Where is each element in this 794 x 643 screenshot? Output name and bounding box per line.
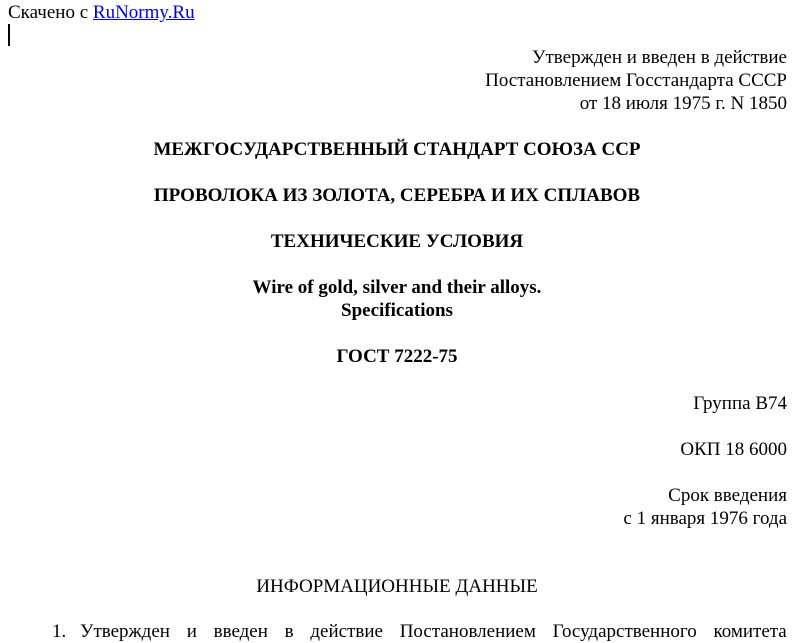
approval-line-2: Постановлением Госстандарта СССР — [485, 70, 787, 91]
document-subtitle-ru: ТЕХНИЧЕСКИЕ УСЛОВИЯ — [270, 231, 524, 252]
group-code: Группа В74 — [693, 393, 787, 414]
info-list-item — [52, 621, 788, 643]
approval-line-3: от 18 июля 1975 г. N 1850 — [579, 93, 787, 114]
download-prefix: Скачено с — [8, 2, 89, 23]
list-item-text: Утвержден и введен в действие Постановлением Государственного комитета — [80, 621, 787, 642]
intro-label: Срок введения — [668, 485, 787, 506]
download-source — [8, 2, 195, 24]
intro-date: с 1 января 1976 года — [623, 508, 787, 529]
document-title-en-line-2: Specifications — [341, 300, 453, 321]
okp-code: ОКП 18 6000 — [680, 439, 787, 460]
text-cursor — [8, 24, 10, 46]
gost-number: ГОСТ 7222-75 — [336, 346, 458, 367]
runormy-link[interactable]: RuNormy.Ru — [92, 2, 195, 23]
approval-line-1: Утвержден и введен в действие — [532, 47, 787, 68]
standard-type-heading: МЕЖГОСУДАРСТВЕННЫЙ СТАНДАРТ СОЮЗА ССР — [153, 139, 641, 160]
document-title-en-line-1: Wire of gold, silver and their alloys. — [252, 277, 542, 298]
document-title-ru: ПРОВОЛОКА ИЗ ЗОЛОТА, СЕРЕБРА И ИХ СПЛАВОВ — [153, 185, 641, 206]
list-item-number: 1. — [52, 621, 67, 642]
info-section-heading: ИНФОРМАЦИОННЫЕ ДАННЫЕ — [256, 576, 538, 597]
